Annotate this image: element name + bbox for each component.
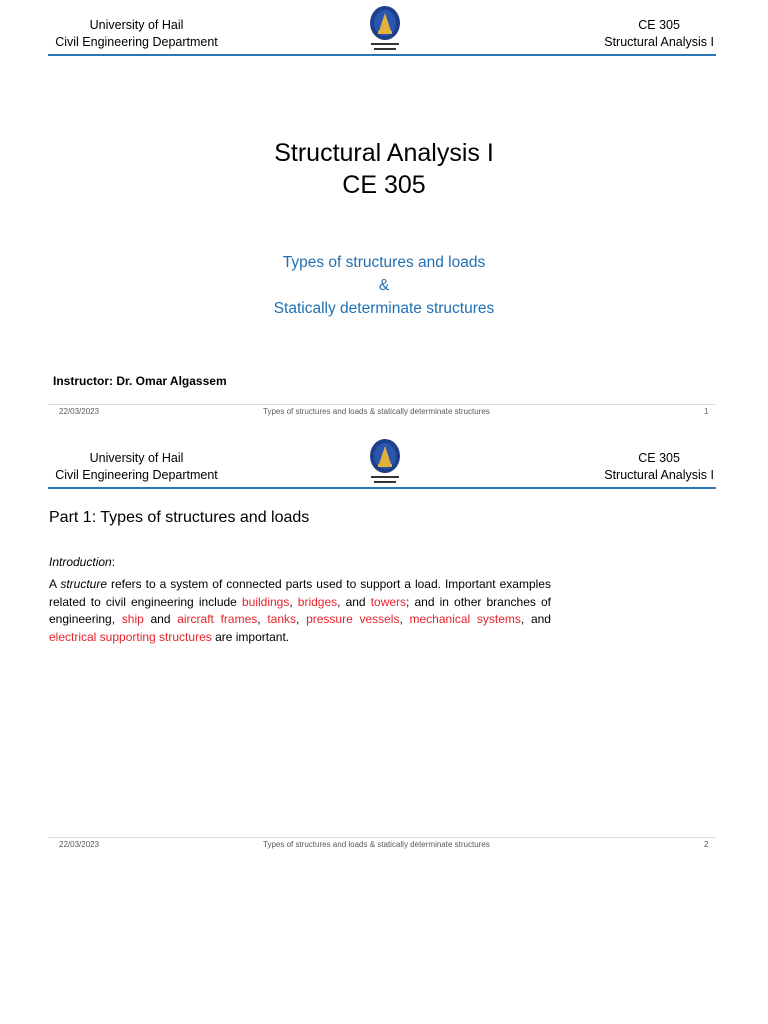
slide-1: [0, 0, 768, 430]
footer-topic: Types of structures and loads & statically determinate structures: [263, 407, 490, 416]
department-name: Civil Engineering Department: [55, 468, 218, 482]
slide-2: [0, 433, 768, 863]
instructor-name: Dr. Omar Algassem: [116, 374, 227, 388]
slide-title: [0, 137, 768, 201]
footer-page-number: 2: [704, 840, 709, 849]
highlight-pressure-vessels: pressure vessels: [306, 612, 400, 626]
footer-topic: Types of structures and loads & statically determinate structures: [263, 840, 490, 849]
introduction-colon: :: [111, 555, 116, 569]
para-text: ,: [296, 612, 307, 626]
para-text: , and: [337, 594, 371, 609]
instructor: [53, 374, 227, 388]
introduction-paragraph: [49, 576, 551, 646]
para-text: ,: [399, 612, 410, 626]
course-code: CE 305: [638, 451, 680, 465]
header-rule: [48, 487, 716, 489]
part-title: Part 1: Types of structures and loads: [49, 509, 310, 526]
para-text: A: [49, 577, 61, 591]
footer-date: 22/03/2023: [59, 840, 100, 849]
para-text: ; and in other branches of engineering,: [49, 594, 551, 626]
highlight-electrical-supporting-structures: electrical supporting structures: [49, 629, 212, 644]
course-name: Structural Analysis I: [604, 35, 714, 49]
highlight-bridges: bridges: [297, 594, 338, 609]
highlight-mechanical-systems: mechanical systems: [409, 612, 521, 626]
footer-rule: [48, 404, 716, 405]
subtitle-line-2: &: [378, 277, 390, 294]
header-right: [604, 17, 714, 51]
introduction-label: Introduction: [49, 555, 112, 569]
highlight-buildings: buildings: [241, 594, 290, 609]
university-name: University of Hail: [89, 18, 184, 32]
footer-date: 22/03/2023: [59, 407, 100, 416]
highlight-ship: ship: [121, 612, 144, 626]
para-text: are important.: [211, 629, 290, 644]
instructor-label: Instructor:: [53, 374, 113, 388]
header-rule: [48, 54, 716, 56]
para-text: , and: [520, 612, 551, 626]
course-code: CE 305: [638, 18, 680, 32]
para-text: and: [143, 612, 178, 626]
header-left: [49, 450, 224, 484]
para-text: ,: [257, 612, 268, 626]
university-logo-icon: [367, 438, 403, 488]
department-name: Civil Engineering Department: [55, 35, 218, 49]
university-name: University of Hail: [89, 451, 184, 465]
highlight-towers: towers: [370, 594, 407, 609]
highlight-tanks: tanks: [267, 612, 297, 626]
subtitle-line-3: Statically determinate structures: [273, 300, 495, 317]
highlight-aircraft-frames: aircraft frames: [177, 612, 258, 626]
para-term-structure: structure: [60, 577, 108, 591]
subtitle-line-1: Types of structures and loads: [282, 254, 486, 271]
title-line-1: Structural Analysis I: [274, 139, 494, 167]
introduction-heading: [49, 555, 115, 569]
header-right: [604, 450, 714, 484]
title-line-2: CE 305: [342, 171, 426, 199]
header-left: [49, 17, 224, 51]
para-text: ,: [289, 594, 298, 609]
course-name: Structural Analysis I: [604, 468, 714, 482]
university-logo-icon: [367, 5, 403, 55]
footer-rule: [48, 837, 716, 838]
footer-page-number: 1: [704, 407, 709, 416]
slide-subtitle: [0, 251, 768, 320]
para-text: refers to a system of connected parts used to support a load. Important examples related to civil engineering include: [49, 577, 551, 609]
